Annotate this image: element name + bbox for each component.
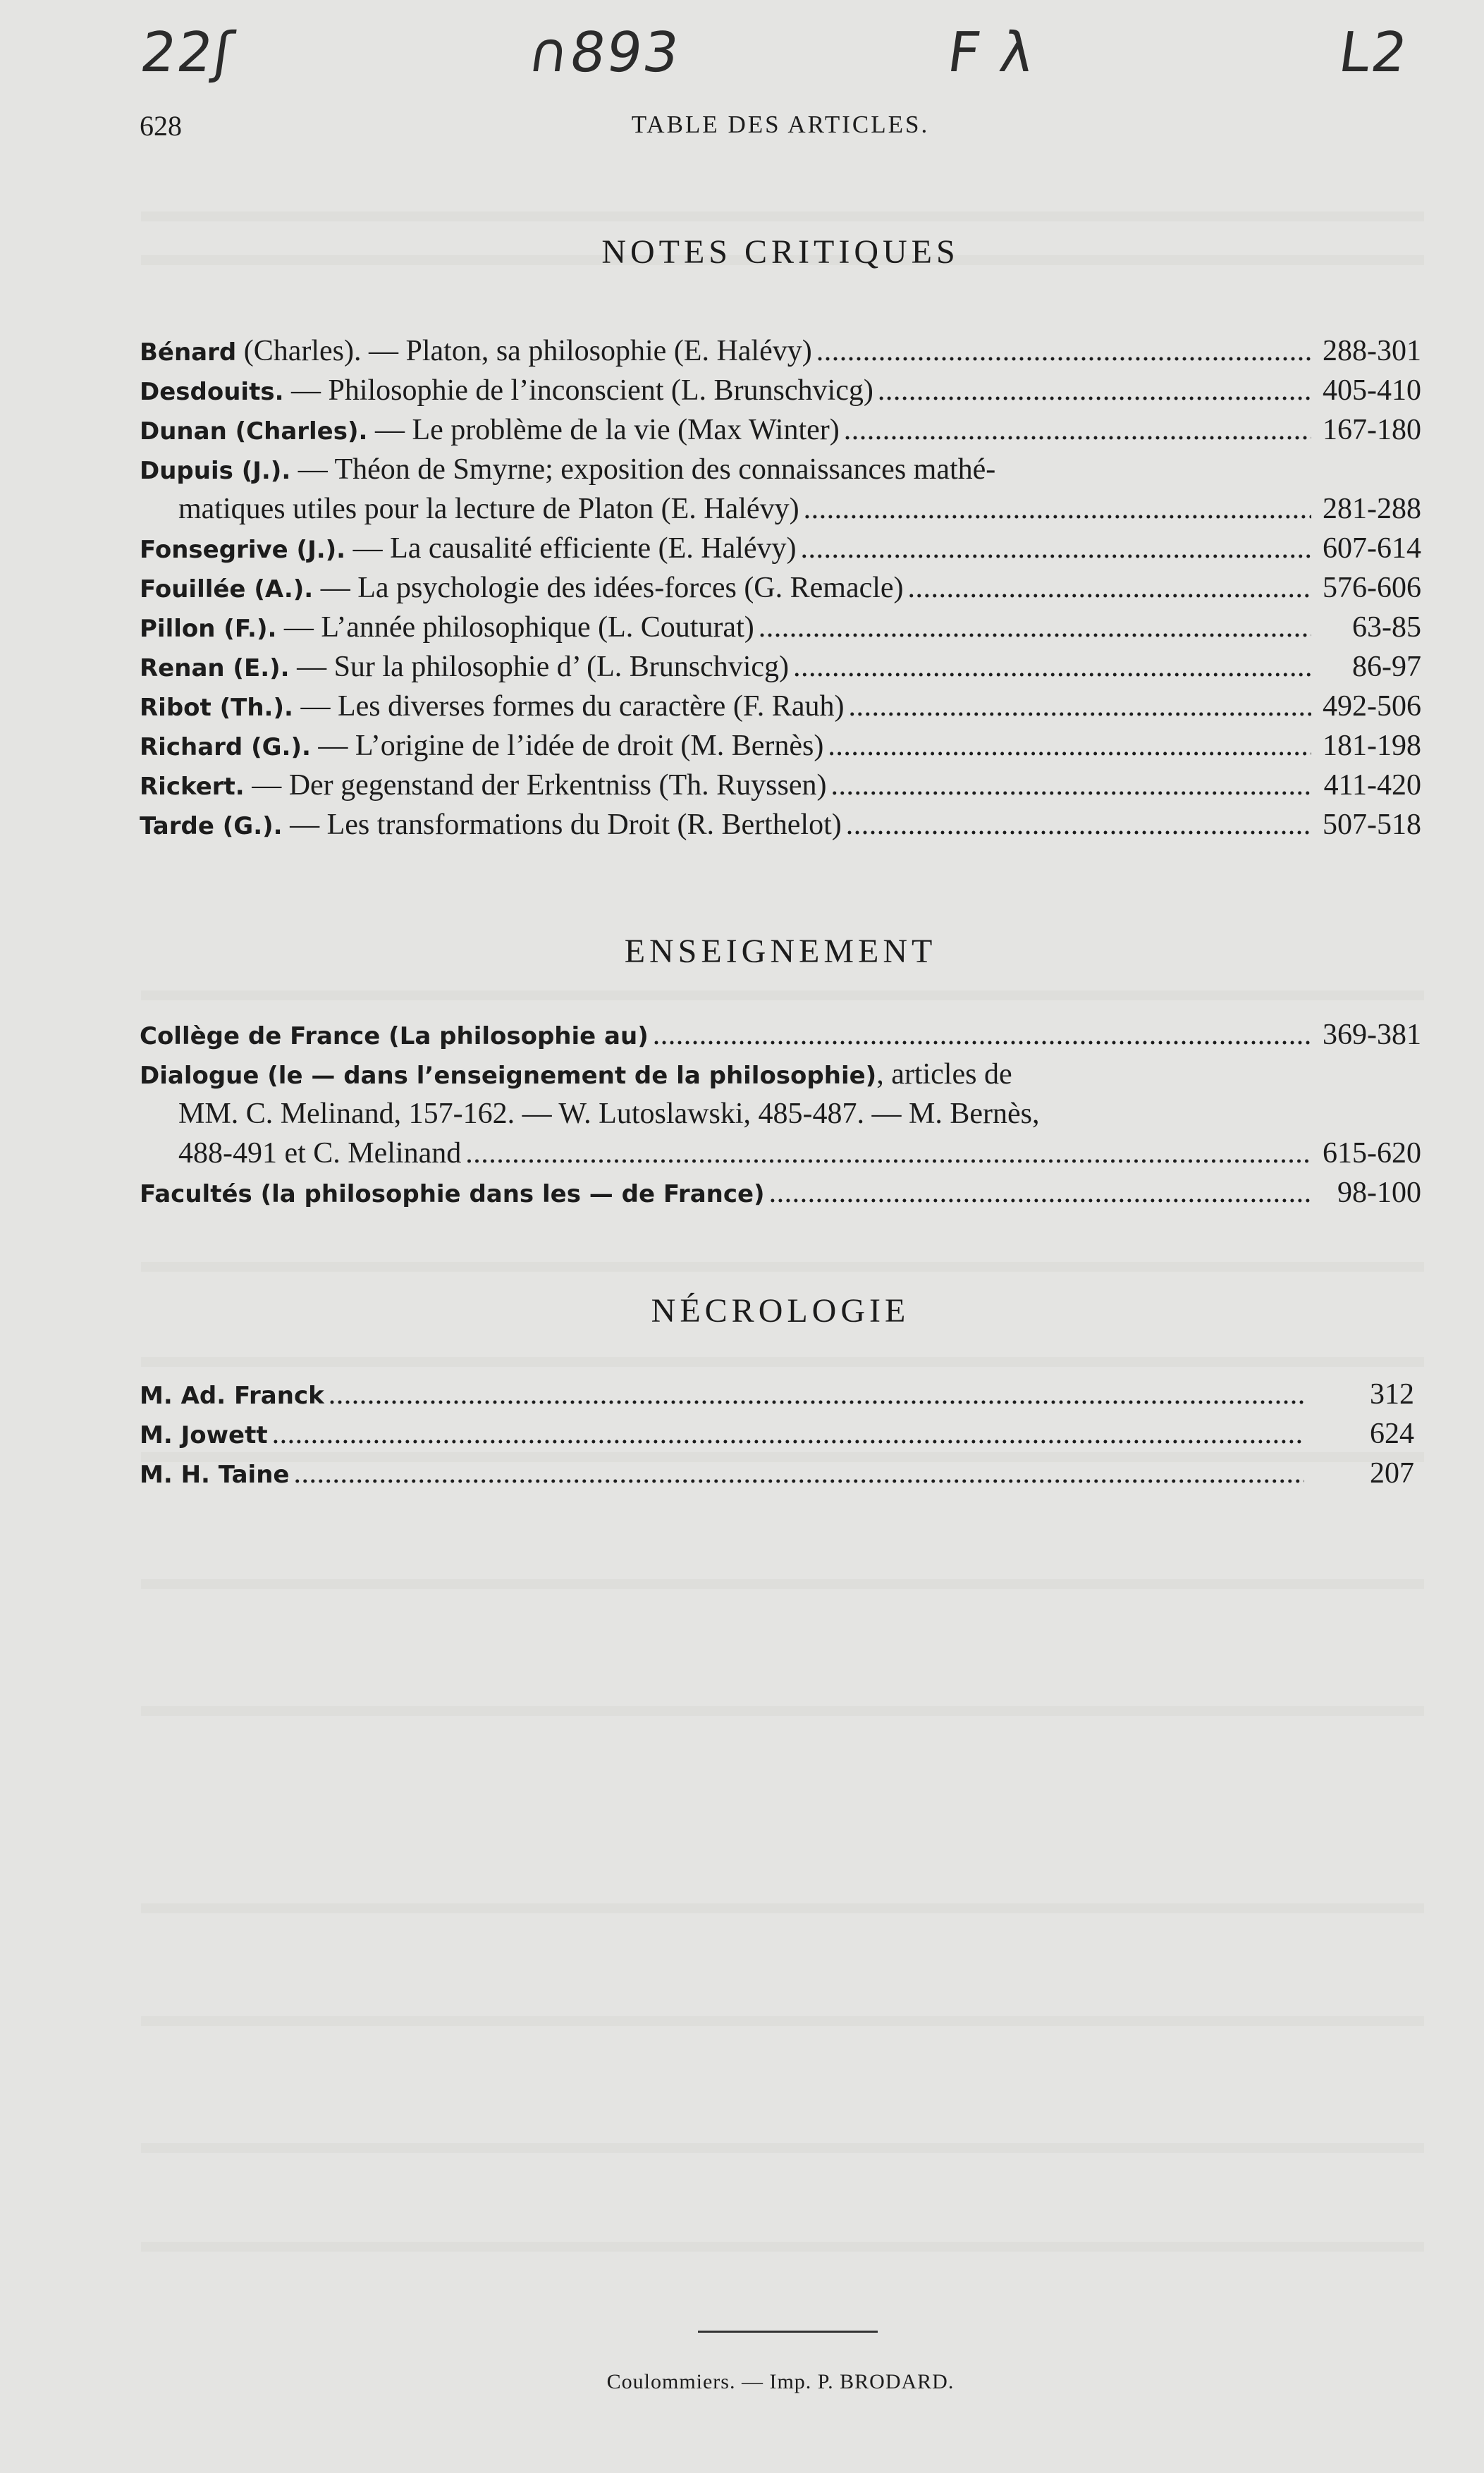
printer-imprint: Coulommiers. — Imp. P. BRODARD. — [606, 2370, 955, 2393]
bleed-through — [141, 2242, 1424, 2252]
leader-dots — [793, 647, 1311, 687]
footer-rule — [698, 2331, 878, 2333]
bleed-through — [141, 1706, 1424, 1716]
list-item — [140, 529, 1421, 568]
entry-pages: 369-381 — [1323, 1019, 1421, 1051]
list-item — [140, 805, 1421, 845]
bleed-through — [141, 2143, 1424, 2153]
entry-title: — Der gegenstand der Erkentniss (Th. Ruyssen) — [244, 769, 827, 802]
page-number: 628 — [140, 110, 182, 142]
list-item — [140, 1375, 1414, 1414]
entry-name: M. H. Taine — [140, 1461, 290, 1489]
bleed-through — [141, 2016, 1424, 2026]
list-item — [140, 450, 1421, 489]
entry-title: — Les diverses formes du caractère (F. Rauh) — [293, 690, 845, 723]
list-item-continuation — [140, 489, 1421, 529]
list-item — [140, 608, 1421, 647]
bleed-through — [141, 1579, 1424, 1589]
entry-term: Facultés (la philosophie dans les — de France) — [140, 1180, 765, 1208]
list-item — [140, 1454, 1414, 1493]
entry-term: Dialogue (le — dans l’enseignement de la philosophie) — [140, 1062, 877, 1090]
entry-pages: 167-180 — [1323, 414, 1421, 446]
entry-pages: 181-198 — [1323, 730, 1421, 762]
list-item — [140, 766, 1421, 805]
page-header — [140, 109, 1421, 145]
handwritten-note: ∩893 — [524, 21, 685, 85]
list-item — [140, 687, 1421, 726]
list-item — [140, 410, 1421, 450]
handwritten-note: F λ — [943, 21, 1039, 85]
leader-dots — [831, 766, 1312, 805]
leader-dots — [329, 1375, 1304, 1414]
leader-dots — [846, 805, 1311, 845]
bleed-through — [141, 1357, 1424, 1367]
entry-text-continued: 488-491 et C. Melinand — [178, 1137, 462, 1170]
bleed-through — [141, 990, 1424, 1000]
list-item — [140, 1173, 1421, 1213]
entry-pages: 624 — [1370, 1418, 1414, 1450]
entry-pages: 63-85 — [1352, 611, 1421, 644]
entry-title: — La causalité efficiente (E. Halévy) — [345, 532, 797, 565]
bleed-through — [141, 1903, 1424, 1913]
leader-dots — [844, 410, 1311, 450]
entry-pages: 98-100 — [1337, 1177, 1421, 1209]
section-title-enseignement: ENSEIGNEMENT — [624, 933, 937, 970]
entry-title: (Charles). — Platon, sa philosophie (E. Halévy) — [236, 335, 812, 367]
list-item — [140, 647, 1421, 687]
entry-title: — La psychologie des idées-forces (G. Remacle) — [313, 572, 904, 604]
entry-title: — Sur la philosophie d’ (L. Brunschvicg) — [289, 651, 790, 683]
entry-title: — Philosophie de l’inconscient (L. Brunschvicg) — [283, 374, 873, 407]
entry-author: Richard (G.). — [140, 733, 311, 761]
entry-title: — Les transformations du Droit (R. Berthelot) — [282, 809, 842, 841]
leader-dots — [759, 608, 1311, 647]
entry-pages: 607-614 — [1323, 532, 1421, 565]
entry-pages: 86-97 — [1352, 651, 1421, 683]
entry-title: — Le problème de la vie (Max Winter) — [367, 414, 840, 446]
notes-critiques-list — [140, 331, 1421, 845]
bleed-through — [141, 211, 1424, 221]
entry-author: Bénard — [140, 338, 237, 367]
entry-author: Fonsegrive (J.). — [140, 536, 346, 564]
entry-title: — L’origine de l’idée de droit (M. Bernès) — [310, 730, 824, 762]
running-title: TABLE DES ARTICLES. — [631, 111, 930, 138]
entry-pages: 207 — [1370, 1457, 1414, 1490]
entry-author: Tarde (G.). — [140, 812, 283, 840]
list-item-continuation — [140, 1134, 1421, 1173]
list-item — [140, 1055, 1421, 1094]
leader-dots — [878, 371, 1311, 410]
entry-pages: 615-620 — [1323, 1137, 1421, 1170]
handwritten-note: L2 — [1335, 21, 1413, 85]
entry-pages: 281-288 — [1323, 493, 1421, 525]
entry-pages: 288-301 — [1323, 335, 1421, 367]
list-item — [140, 568, 1421, 608]
entry-pages: 405-410 — [1323, 374, 1421, 407]
list-item — [140, 726, 1421, 766]
entry-title: — L’année philosophique (L. Couturat) — [276, 611, 754, 644]
list-item — [140, 331, 1421, 371]
entry-text-continued: MM. C. Melinand, 157-162. — W. Lutoslawski, 485-487. — M. Bernès, — [178, 1098, 1040, 1130]
leader-dots — [769, 1173, 1311, 1213]
entry-title: — Théon de Smyrne; exposition des connaissances mathé- — [290, 453, 996, 486]
entry-title-continued: matiques utiles pour la lecture de Platon (E. Halévy) — [178, 493, 799, 525]
handwritten-note: 22ʃ — [136, 21, 238, 85]
list-item-continuation — [140, 1094, 1421, 1134]
leader-dots — [816, 331, 1311, 371]
leader-dots — [848, 687, 1311, 726]
enseignement-list — [140, 1015, 1421, 1213]
list-item — [140, 1015, 1421, 1055]
entry-pages: 312 — [1370, 1378, 1414, 1411]
entry-pages: 576-606 — [1323, 572, 1421, 604]
necrologie-list — [140, 1375, 1414, 1493]
leader-dots — [804, 489, 1311, 529]
leader-dots — [272, 1414, 1304, 1454]
entry-author: Ribot (Th.). — [140, 694, 293, 722]
entry-pages: 492-506 — [1323, 690, 1421, 723]
leader-dots — [801, 529, 1311, 568]
leader-dots — [653, 1015, 1311, 1055]
leader-dots — [465, 1134, 1311, 1173]
entry-author: Pillon (F.). — [140, 615, 277, 643]
section-title-necrologie: NÉCROLOGIE — [651, 1292, 910, 1330]
entry-name: M. Ad. Franck — [140, 1382, 324, 1410]
entry-name: M. Jowett — [140, 1421, 268, 1449]
entry-author: Desdouits. — [140, 378, 284, 406]
section-title-notes-critiques: NOTES CRITIQUES — [601, 233, 959, 271]
leader-dots — [293, 1454, 1304, 1493]
entry-pages: 411-420 — [1323, 769, 1421, 802]
entry-term: Collège de France (La philosophie au) — [140, 1022, 649, 1050]
list-item — [140, 371, 1421, 410]
list-item — [140, 1414, 1414, 1454]
entry-pages: 507-518 — [1323, 809, 1421, 841]
leader-dots — [828, 726, 1311, 766]
leader-dots — [908, 568, 1311, 608]
entry-author: Dunan (Charles). — [140, 417, 368, 446]
entry-author: Dupuis (J.). — [140, 457, 291, 485]
entry-author: Fouillée (A.). — [140, 575, 314, 603]
entry-author: Renan (E.). — [140, 654, 290, 682]
entry-text: , articles de — [876, 1058, 1012, 1091]
entry-author: Rickert. — [140, 773, 245, 801]
bleed-through — [141, 1262, 1424, 1272]
